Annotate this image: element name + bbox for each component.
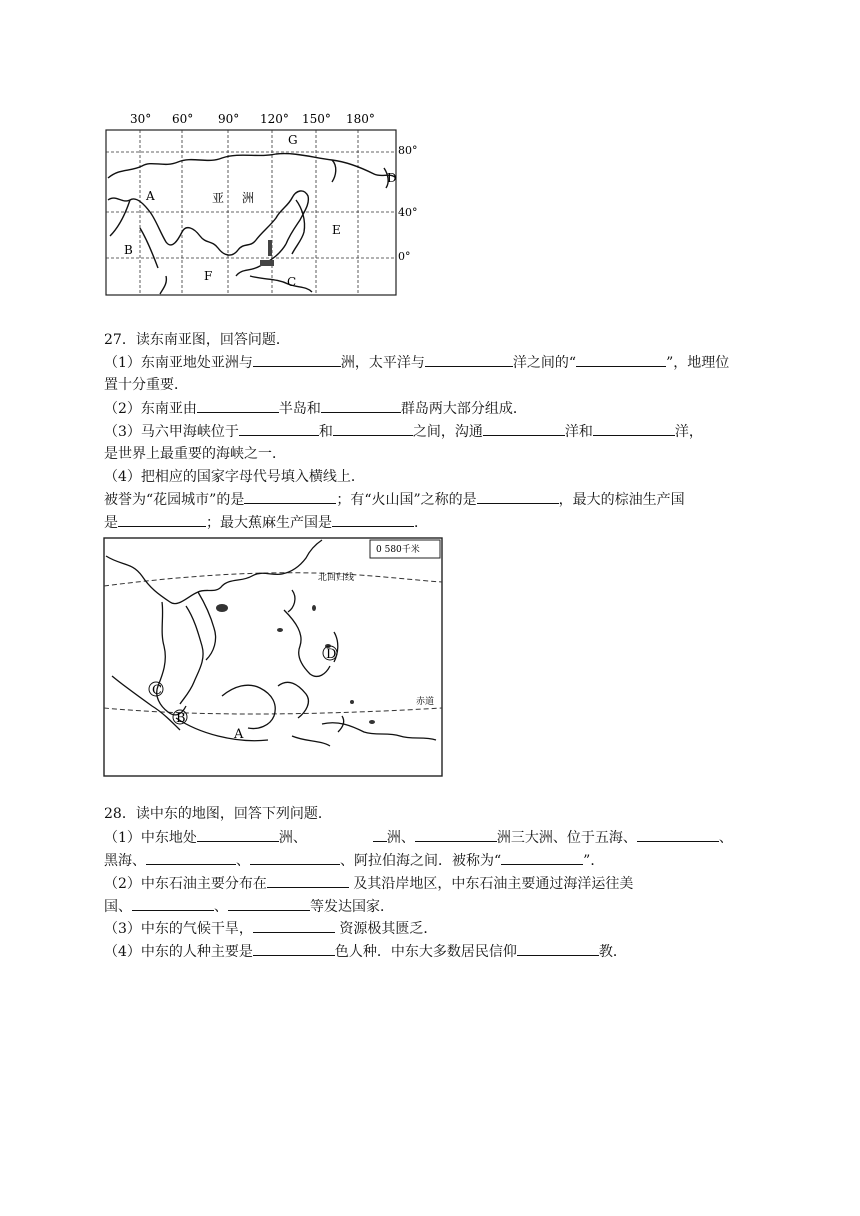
answer-blank[interactable]	[253, 941, 335, 956]
lon-label: 30°	[130, 112, 152, 126]
q28-part4: （4）中东的人种主要是 色人种．中东大多数居民信仰 教．	[104, 941, 627, 962]
region-label: G	[288, 133, 298, 147]
lat-label: 80°	[398, 144, 418, 157]
tropic-label: 北回归线	[318, 573, 355, 583]
q27-part4-line3: 是 ；最大蕉麻生产国是 ．	[104, 512, 428, 533]
answer-blank[interactable]	[239, 421, 319, 436]
region-label: F	[204, 269, 213, 283]
q27-part2: （2）东南亚由 半岛和 群岛两大部分组成．	[104, 398, 527, 419]
answer-blank[interactable]	[253, 352, 341, 367]
q28-part1-cont: 黑海、 、 、阿拉伯海之间．被称为“ ”．	[104, 850, 604, 871]
answer-blank[interactable]	[118, 512, 206, 527]
answer-blank[interactable]	[146, 850, 236, 865]
region-label: A	[146, 189, 155, 203]
equator-label: 赤道	[416, 697, 435, 707]
region-label: D	[387, 171, 397, 185]
answer-blank[interactable]	[501, 850, 583, 865]
q28-part2: （2）中东石油主要分布在 及其沿岸地区，中东石油主要通过海洋运往美	[104, 873, 633, 894]
answer-blank[interactable]	[373, 827, 387, 842]
region-label: B	[124, 243, 133, 257]
region-label: 亚	[212, 191, 225, 205]
q27-part1-cont: 置十分重要．	[104, 377, 188, 393]
q27-part4-line2: 被誉为“花园城市”的是 ；有“火山国”之称的是 ，最大的棕油生产国	[104, 489, 685, 510]
country-letter: C	[152, 683, 162, 698]
answer-blank[interactable]	[576, 352, 666, 367]
answer-blank[interactable]	[415, 827, 497, 842]
answer-blank[interactable]	[132, 896, 214, 911]
q27-part4: （4）把相应的国家字母代号填入横线上．	[104, 469, 365, 485]
scale-label: 0 580千米	[376, 545, 420, 555]
lon-label: 60°	[172, 112, 194, 126]
answer-blank[interactable]	[517, 941, 599, 956]
q27-part3: （3）马六甲海峡位于 和 之间，沟通 洋和 洋，	[104, 421, 703, 442]
lon-label: 90°	[218, 112, 240, 126]
region-label: 洲	[242, 191, 255, 205]
q27-title: 27．读东南亚图，回答问题．	[104, 332, 290, 348]
answer-blank[interactable]	[244, 489, 336, 504]
answer-blank[interactable]	[593, 421, 675, 436]
answer-blank[interactable]	[332, 512, 414, 527]
q28-part2-cont: 国、 、 等发达国家．	[104, 896, 394, 917]
asia-grid-map	[100, 108, 420, 298]
q28-part1: （1）中东地处 洲、 洲、 洲三大洲、位于五海、 、	[104, 827, 733, 848]
region-label: E	[332, 223, 341, 237]
southeast-asia-map	[102, 536, 444, 778]
q27-part3-cont: 是世界上最重要的海峡之一．	[104, 446, 286, 462]
answer-blank[interactable]	[333, 421, 413, 436]
answer-blank[interactable]	[228, 896, 310, 911]
answer-blank[interactable]	[637, 827, 719, 842]
region-label: C	[287, 275, 297, 289]
country-letter: B	[176, 711, 186, 726]
answer-blank[interactable]	[483, 421, 565, 436]
answer-blank[interactable]	[253, 918, 335, 933]
answer-blank[interactable]	[321, 398, 401, 413]
q28-part3: （3）中东的气候干旱， 资源极其匮乏．	[104, 918, 437, 939]
lon-label: 120°	[260, 112, 289, 126]
answer-blank[interactable]	[197, 398, 279, 413]
country-letter: D	[326, 647, 337, 662]
asia-grid-map-svg	[100, 108, 420, 298]
lon-label: 180°	[346, 112, 375, 126]
answer-blank[interactable]	[425, 352, 513, 367]
answer-blank[interactable]	[477, 489, 559, 504]
answer-blank[interactable]	[197, 827, 279, 842]
answer-blank[interactable]	[267, 873, 349, 888]
q27-part1: （1）东南亚地处亚洲与 洲，太平洋与 洋之间的“ ”，地理位	[104, 352, 729, 373]
answer-blank[interactable]	[250, 850, 340, 865]
country-letter: A	[234, 727, 244, 742]
lat-label: 40°	[398, 206, 418, 219]
lat-label: 0°	[398, 250, 411, 263]
q28-title: 28．读中东的地图，回答下列问题．	[104, 806, 332, 822]
lon-label: 150°	[302, 112, 331, 126]
southeast-asia-map-svg	[102, 536, 444, 778]
